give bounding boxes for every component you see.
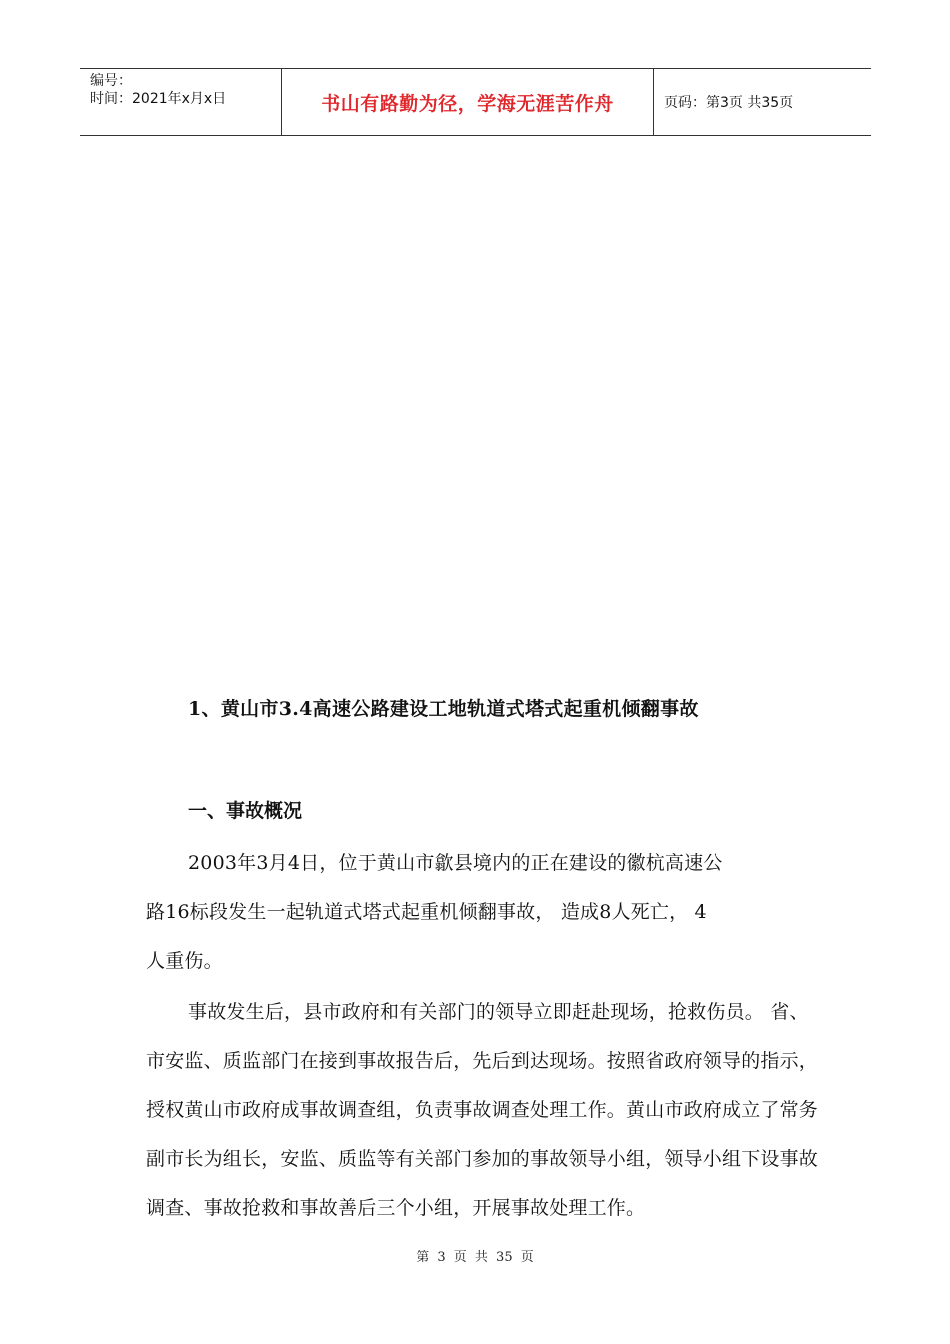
header-motto: 书山有路勤为径，学海无涯苦作舟 — [282, 69, 654, 135]
paragraph-2-line-2: 市安监、质监部门在接到事故报告后，先后到达现场。按照省政府领导的指示， — [146, 1050, 819, 1072]
header-page-info: 页码：第3页 共35页 — [664, 95, 794, 111]
section-heading: 一、事故概况 — [188, 800, 303, 822]
header-time-label: 时间：2021年x月x日 — [90, 91, 227, 107]
page-footer: 第 3 页 共 35 页 — [416, 1250, 534, 1265]
header-meta-cell — [80, 69, 282, 135]
paragraph-1-line-3: 人重伤。 — [146, 950, 223, 972]
header-number-label: 编号： — [90, 73, 132, 89]
paragraph-2-line-5: 调查、事故抢救和事故善后三个小组，开展事故处理工作。 — [146, 1197, 646, 1219]
page-header — [80, 68, 871, 136]
paragraph-2-line-4: 副市长为组长，安监、质监等有关部门参加的事故领导小组，领导小组下设事故 — [146, 1148, 819, 1170]
paragraph-1-line-2: 路16标段发生一起轨道式塔式起重机倾翻事故， 造成8人死亡， 4 — [146, 901, 707, 923]
paragraph-2-line-3: 授权黄山市政府成事故调查组，负责事故调查处理工作。黄山市政府成立了常务 — [146, 1099, 819, 1121]
paragraph-2-line-1: 事故发生后，县市政府和有关部门的领导立即赶赴现场，抢救伤员。 省、 — [188, 1001, 809, 1023]
paragraph-1-line-1: 2003年3月4日，位于黄山市歙县境内的正在建设的徽杭高速公 — [188, 852, 723, 874]
document-title: 1、黄山市3.4高速公路建设工地轨道式塔式起重机倾翻事故 — [188, 698, 699, 720]
